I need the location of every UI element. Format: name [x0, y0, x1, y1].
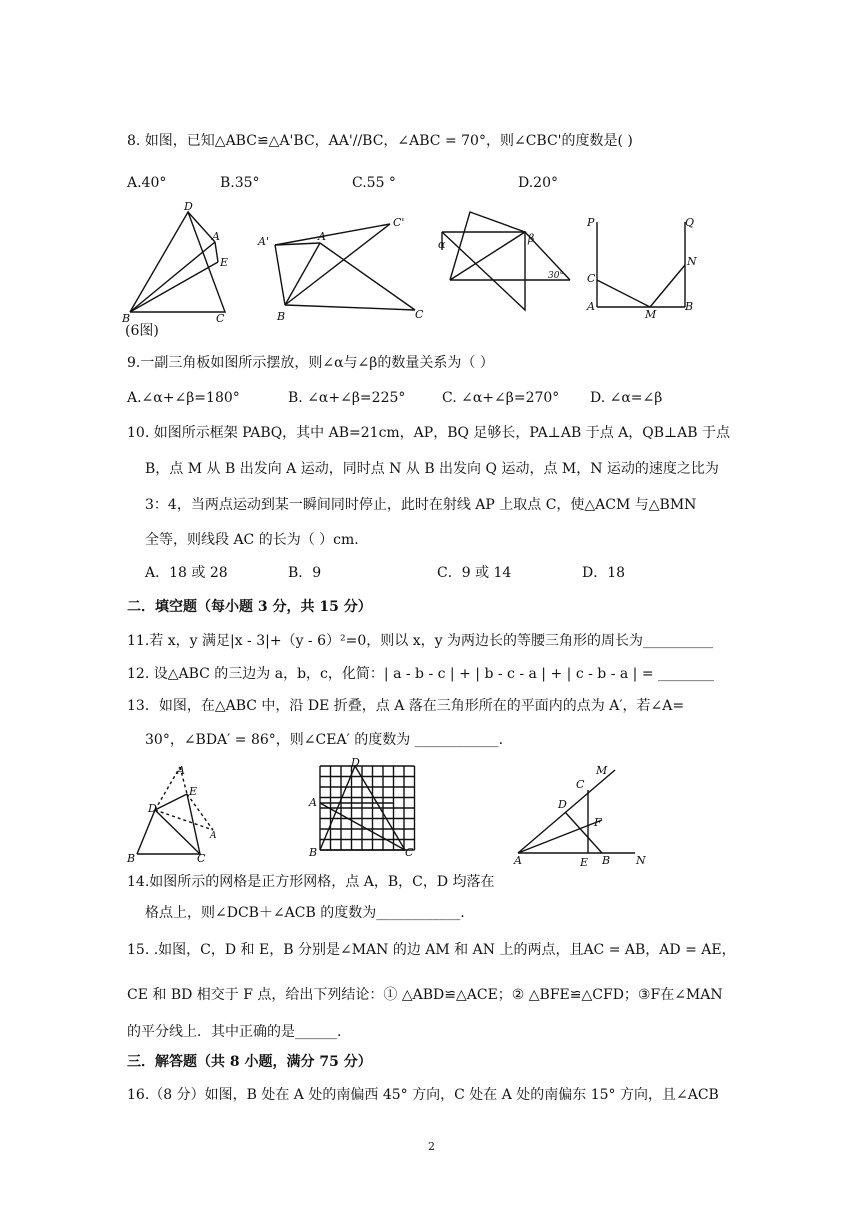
q8-option-b: B.35° [220, 175, 260, 191]
fig7-label-c: C [576, 778, 585, 791]
figure-q14 [305, 758, 415, 863]
fig4-label-n: N [687, 255, 697, 268]
fig5-label-a: A [177, 764, 185, 777]
q15-line-3: 的平分线上．其中正确的是______. [127, 1024, 342, 1040]
fig7-label-n: N [636, 854, 646, 867]
fig7-label-b: B [602, 854, 611, 867]
section-2-heading: 二．填空题（每小题 3 分，共 15 分） [127, 599, 372, 615]
figure-q6 [120, 200, 240, 325]
fig2-label-c: C [415, 308, 424, 321]
fig4-label-q: Q [685, 216, 695, 229]
fig6-label-c: C [405, 846, 414, 859]
q11-text: 11.若 x，y 满足|x - 3|+（y - 6）²=0，则以 x，y 为两边长的等腰三角形的周长为__________ [127, 633, 713, 649]
fig7-label-f: F [594, 816, 602, 829]
fig1-label-b: B [122, 312, 131, 325]
q8-stem: 8. 如图，已知△ABC≌△A'BC，AA'//BC，∠ABC = 70°，则∠CBC'的度数是( ) [127, 133, 633, 149]
fig6-label-b: B [309, 846, 318, 859]
page-number: 2 [428, 1140, 435, 1153]
fig2-label-a: A [318, 230, 326, 243]
fig5-label-a-prime: A [210, 831, 217, 841]
figure-q15 [510, 760, 655, 868]
fig4-label-p: P [587, 216, 595, 229]
q13-line-2: 30°，∠BDA′ = 86°，则∠CEA′ 的度数为 ____________. [145, 732, 504, 748]
fig3-label-alpha: α [438, 238, 446, 251]
fig4-label-m: M [645, 308, 657, 321]
fig1-label-c: C [216, 312, 225, 325]
fig7-label-d: D [558, 798, 567, 811]
fig7-label-m: M [596, 764, 608, 777]
fig4-label-a: A [587, 300, 595, 313]
q10-option-d: D．18 [582, 565, 626, 581]
q15-line-2: CE 和 BD 相交于 F 点，给出下列结论：① △ABD≌△ACE；② △BFE≌△CFD；③F在∠MAN [127, 987, 723, 1003]
section-3-heading: 三．解答题（共 8 小题，满分 75 分） [127, 1054, 372, 1070]
q14-line-2: 格点上，则∠DCB＋∠ACB 的度数为____________. [145, 905, 465, 921]
fig6-label-a: A [309, 796, 317, 809]
q15-line-1: 15. .如图，C，D 和 E，B 分别是∠MAN 的边 AM 和 AN 上的两点，且AC = AB，AD = AE， [127, 942, 736, 958]
q6-figure-caption: (6图) [125, 323, 159, 339]
q8-option-d: D.20° [518, 175, 558, 191]
q10-line-1: 10. 如图所示框架 PABQ，其中 AB=21cm，AP，BQ 足够长，PA⊥AB 于点 A，QB⊥AB 于点 [127, 425, 731, 441]
q10-option-b: B．9 [288, 565, 322, 581]
fig6-label-d: D [351, 756, 360, 769]
fig1-label-d: D [184, 200, 193, 213]
q13-line-1: 13．如图，在△ABC 中，沿 DE 折叠，点 A 落在三角形所在的平面内的点为 A′，若∠A= [127, 698, 685, 714]
fig4-label-b: B [685, 300, 694, 313]
fig5-label-d: D [148, 802, 157, 815]
q10-line-4: 全等，则线段 AC 的长为（ ）cm. [145, 532, 359, 548]
fig3-label-30: 30° [548, 271, 564, 281]
fig5-label-b: B [127, 852, 136, 865]
q9-option-c: C. ∠α+∠β=270° [442, 390, 560, 406]
figure-q13 [125, 762, 225, 865]
fig3-label-beta: β [528, 232, 535, 245]
q9-stem: 9.一副三角板如图所示摆放，则∠α与∠β的数量关系为（ ） [127, 355, 494, 371]
fig7-label-e: E [580, 856, 589, 869]
q9-option-b: B. ∠α+∠β=225° [288, 390, 406, 406]
fig2-label-b: B [277, 310, 286, 323]
q10-option-a: A．18 或 28 [145, 565, 228, 581]
fig1-label-e: E [220, 256, 229, 269]
fig4-label-c: C [587, 272, 596, 285]
fig5-label-c: C [197, 852, 206, 865]
fig7-label-a: A [514, 854, 522, 867]
q9-option-a: A.∠α+∠β=180° [127, 390, 240, 406]
q10-line-3: 3：4，当两点运动到某一瞬间同时停止，此时在射线 AP 上取点 C，使△ACM 与△BMN [145, 497, 697, 513]
figure-q8 [255, 210, 435, 325]
fig1-label-a: A [212, 230, 220, 243]
figure-q9 [430, 210, 580, 315]
q16-text: 16.（8 分）如图，B 处在 A 处的南偏西 45° 方向，C 处在 A 处的南偏东 15° 方向，且∠ACB [127, 1087, 719, 1103]
q9-option-d: D. ∠α=∠β [590, 390, 663, 406]
q10-line-2: B，点 M 从 B 出发向 A 运动，同时点 N 从 B 出发向 Q 运动，点 M，N 运动的速度之比为 [145, 461, 719, 477]
fig5-label-e: E [189, 785, 198, 798]
q8-option-c: C.55 ° [352, 175, 396, 191]
fig2-label-c-prime: C' [393, 216, 405, 229]
q14-line-1: 14.如图所示的网格是正方形网格，点 A，B，C，D 均落在 [127, 874, 495, 890]
q12-text: 12. 设△ABC 的三边为 a，b，c，化简：| a - b - c | + | b - c - a | + | c - b - a | = ________ [127, 666, 715, 682]
q8-option-a: A.40° [127, 175, 167, 191]
figure-q10 [585, 210, 695, 320]
fig2-label-a-prime: A' [258, 235, 269, 248]
q10-option-c: C．9 或 14 [437, 565, 512, 581]
